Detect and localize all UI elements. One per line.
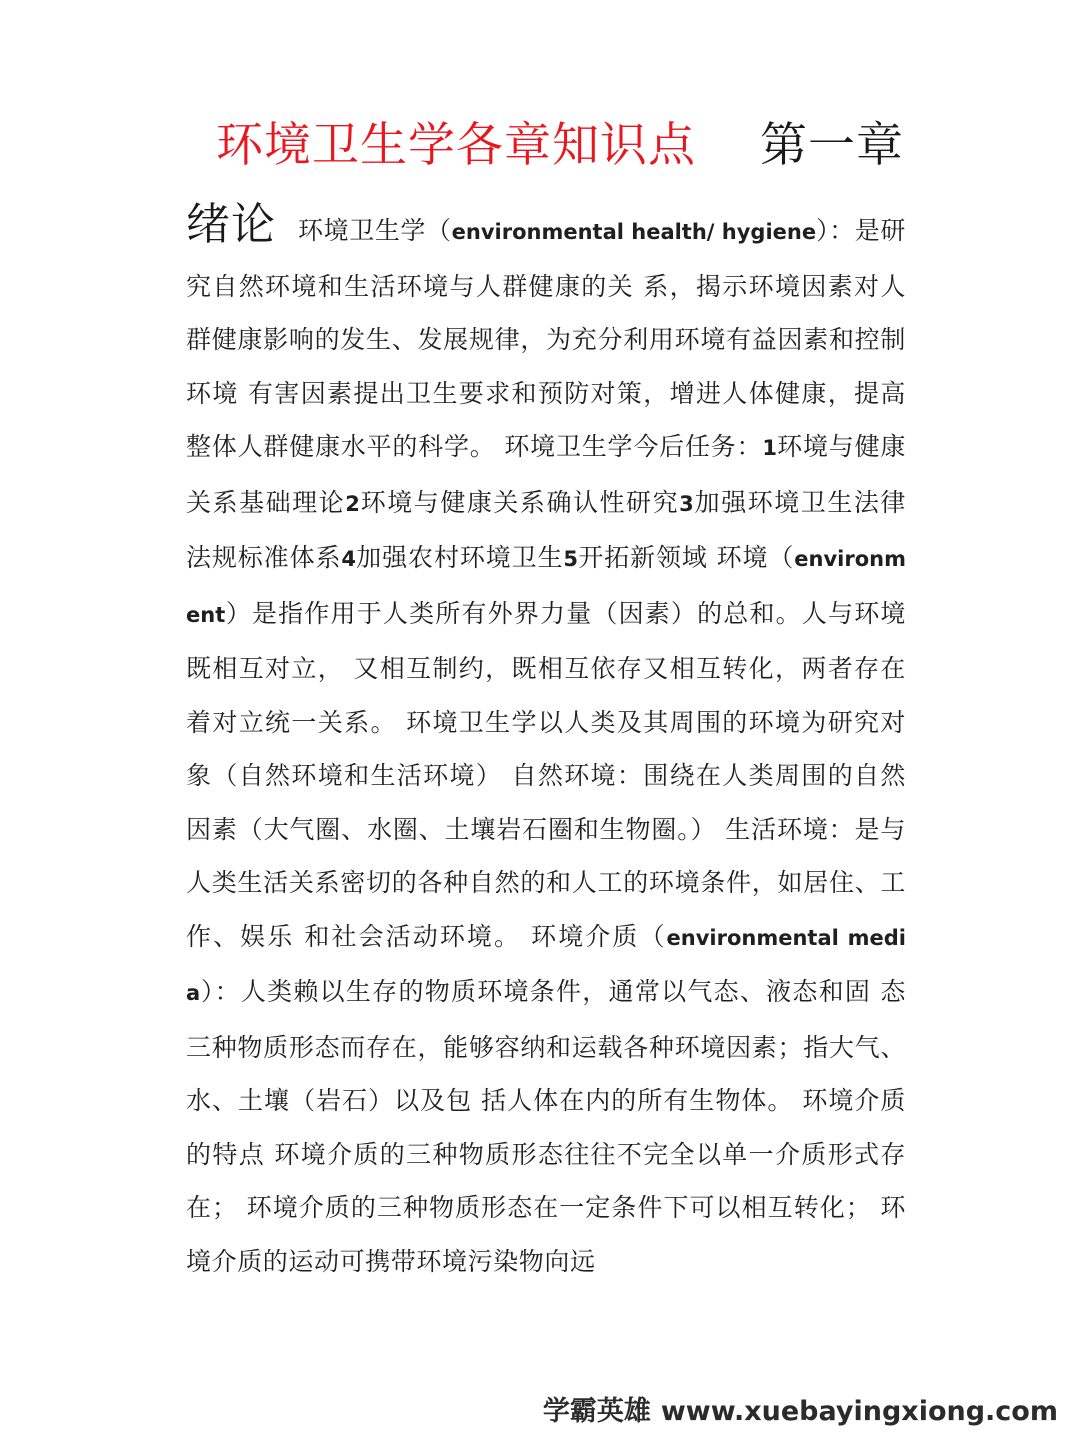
chapter-heading: 绪论 [186,199,277,250]
body-segment: 环境卫生学（ [298,216,452,245]
document-page [186,108,906,1288]
body-term: 4 [341,547,356,571]
body-segment: ）：人类赖以生存的物质环境条件，通常以气态、液态和固 态三种物质形态而存在，能够容纳和运载各种环境因素；指大气、水、土壤（岩石）以及包 括人体在内的所有生物体。 环境介质的特点 环境介质的三种物质形态往往不完全以单一介质形式存在； 环境介质的三种物质形态在一定条件下可以相互转化； 环境介质的运动可携带环境污染物向远 [186,977,906,1276]
body-segment: 开拓新领域 环境（ [578,543,795,572]
footer-url[interactable]: www.xuebayingxiong.com [660,1396,1058,1427]
body-term: 5 [563,547,579,571]
title-topic: 环境卫生学各章知识点 [216,118,696,173]
body-term: 3 [679,491,694,516]
body-segment: ）是指作用于人类所有外界力量（因素）的总和。人与环境既相互对立， 又相互制约，既相互依存又相互转化，两者存在着对立统一关系。 环境卫生学以人类及其周围的环境为研究对象（自然环境和生活环境） 自然环境：围绕在人类周围的自然因素（大气圈、水圈、土壤岩石圈和生物圈。） 生活环境：是与人类生活关系密切的各种自然的和人工的环境条件，如居住、工作、娱乐 和社会活动环境。 环境介质（ [186,598,906,951]
footer-brand-name: 学霸英雄 [542,1396,651,1427]
page-title [186,108,906,180]
footer-watermark [543,1389,1058,1428]
body-segment: 环境与健康关系基础理论 [186,432,906,517]
title-chapter: 第一章 [760,118,904,173]
body-term: environmental health/ hygiene [451,220,817,244]
body-term: environmental media [186,925,906,1005]
body-term: 2 [345,491,360,516]
body-segment: 加强农村环境卫生 [355,543,564,572]
body-segment: 加强环境卫生法律法规标准体系 [186,487,906,572]
body-segment: 环境与健康关系确认性研究 [359,487,680,517]
body-term: 1 [762,436,777,460]
body-segment: ）：是研究自然环境和生活环境与人群健康的关 系，揭示环境因素对人群健康影响的发生、发展规律，为充分利用环境有益因素和控制环境 有害因素提出卫生要求和预防对策，增进人体健康，提高整体人群健康水平的科学。 环境卫生学今后任务： [186,216,907,461]
body-paragraph [186,198,906,1288]
body-term: environment [186,547,906,627]
